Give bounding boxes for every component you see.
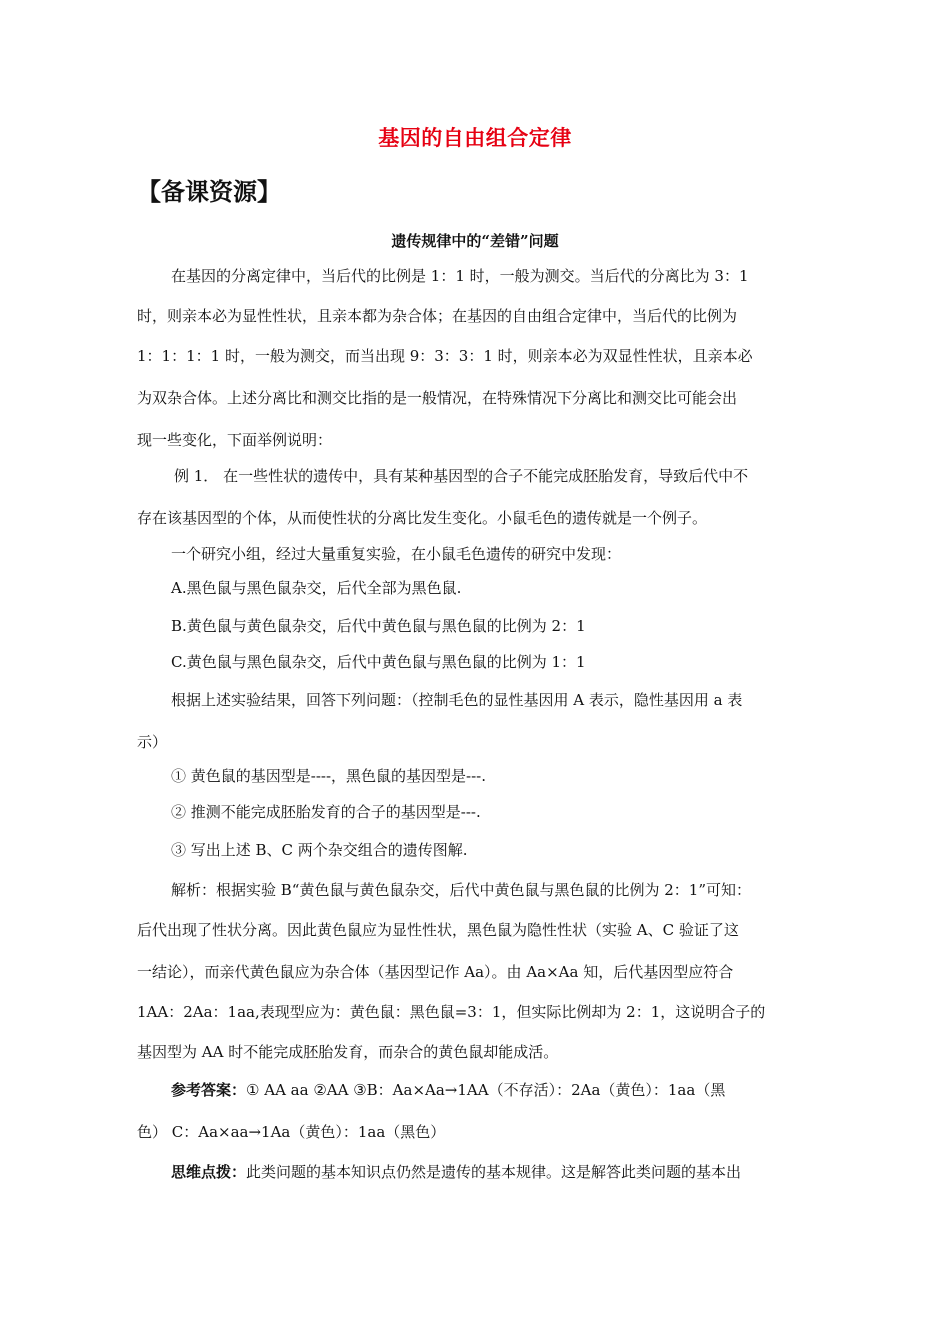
paragraph-line: 一个研究小组，经过大量重复实验，在小鼠毛色遗传的研究中发现：: [171, 545, 622, 563]
question-line: ② 推测不能完成胚胎发育的合子的基因型是---.: [171, 803, 481, 821]
paragraph-line: 基因型为 AA 时不能完成胚胎发育，而杂合的黄色鼠却能成活。: [137, 1043, 559, 1061]
answer-line-continued: 色） C：Aa×aa→1Aa（黄色）：1aa（黑色）: [137, 1123, 446, 1141]
paragraph-line: 时，则亲本必为显性性状，且亲本都为杂合体；在基因的自由组合定律中，当后代的比例为: [137, 307, 738, 325]
tip-line: [171, 1162, 741, 1182]
paragraph-line: 一结论），而亲代黄色鼠应为杂合体（基因型记作 Aa）。由 Aa×Aa 知，后代基因型应符合: [137, 963, 734, 981]
paragraph-line: 为双杂合体。上述分离比和测交比指的是一般情况，在特殊情况下分离比和测交比可能会出: [137, 389, 738, 407]
option-line: A.黑色鼠与黑色鼠杂交，后代全部为黑色鼠.: [171, 579, 462, 597]
answer-line: [171, 1080, 725, 1100]
paragraph-line: 例 1． 在一些性状的遗传中，具有某种基因型的合子不能完成胚胎发育，导致后代中不: [174, 467, 749, 485]
paragraph-line: 存在该基因型的个体，从而使性状的分离比发生变化。小鼠毛色的遗传就是一个例子。: [137, 509, 708, 527]
tip-label: 思维点拨：: [171, 1163, 247, 1181]
answer-text: ① AA aa ②AA ③B：Aa×Aa→1AA（不存活）：2Aa（黄色）：1aa（黑: [246, 1081, 726, 1099]
paragraph-line: 在基因的分离定律中，当后代的比例是 1：1 时，一般为测交。当后代的分离比为 3：1: [171, 267, 749, 285]
paragraph-line: 后代出现了性状分离。因此黄色鼠应为显性性状，黑色鼠为隐性性状（实验 A、C 验证了这: [137, 921, 739, 939]
paragraph-line: 解析：根据实验 B“黄色鼠与黄色鼠杂交，后代中黄色鼠与黑色鼠的比例为 2：1”可知：: [171, 881, 751, 899]
tip-text: 此类问题的基本知识点仍然是遗传的基本规律。这是解答此类问题的基本出: [246, 1163, 742, 1181]
article-subtitle: 遗传规律中的“差错”问题: [391, 232, 559, 250]
answer-label: 参考答案：: [171, 1081, 247, 1099]
paragraph-line: 根据上述实验结果，回答下列问题：（控制毛色的显性基因用 A 表示，隐性基因用 a 表: [171, 691, 743, 709]
page-title: 基因的自由组合定律: [378, 125, 572, 150]
paragraph-line: 1AA：2Aa：1aa,表现型应为：黄色鼠：黑色鼠=3：1，但实际比例却为 2：1，这说明合子的: [137, 1003, 766, 1021]
question-line: ③ 写出上述 B、C 两个杂交组合的遗传图解.: [171, 841, 468, 859]
section-heading: 【备课资源】: [137, 177, 281, 206]
paragraph-line: 现一些变化，下面举例说明：: [137, 431, 333, 449]
paragraph-line: 1：1：1：1 时，一般为测交，而当出现 9：3：3：1 时，则亲本必为双显性性状，且亲本必: [137, 347, 753, 365]
question-line: ① 黄色鼠的基因型是----，黑色鼠的基因型是---.: [171, 767, 487, 785]
option-line: B.黄色鼠与黄色鼠杂交，后代中黄色鼠与黑色鼠的比例为 2：1: [171, 617, 586, 635]
option-line: C.黄色鼠与黑色鼠杂交，后代中黄色鼠与黑色鼠的比例为 1：1: [171, 653, 586, 671]
paragraph-line: 示）: [137, 733, 168, 751]
